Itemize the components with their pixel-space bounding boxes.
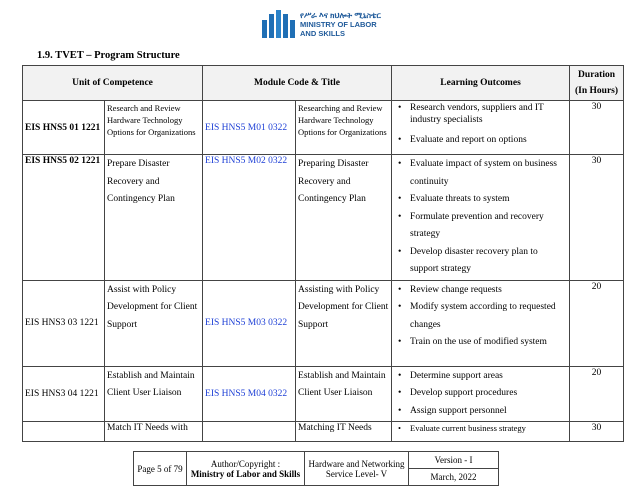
table-header-row [23, 66, 624, 101]
learning-outcomes [392, 280, 570, 366]
unit-title: Match IT Needs with [105, 422, 203, 442]
unit-code: EIS HNS3 04 1221 [23, 366, 105, 422]
footer-title-line-1: Hardware and Networking [308, 458, 405, 469]
module-code [203, 422, 296, 442]
list-item: • Determine support areas [394, 368, 567, 386]
footer-date: March, 2022 [409, 469, 499, 486]
footer-author [187, 452, 305, 486]
section-title: 1.9. TVET – Program Structure [37, 50, 180, 61]
logo-line-1: MINISTRY OF LABOR [300, 20, 377, 29]
table-row [23, 101, 624, 155]
author-name: Ministry of Labor and Skills [190, 468, 301, 479]
list-item: • Assign support personnel [394, 403, 567, 421]
list-item: • Develop support procedures [394, 385, 567, 403]
learning-outcomes [392, 366, 570, 422]
header-unit: Unit of Competence [23, 66, 203, 101]
list-item: • Formulate prevention and recovery strategy [394, 209, 567, 244]
list-item: • Evaluate current business strategy [394, 423, 567, 433]
learning-outcomes [392, 155, 570, 281]
duration: 30 [570, 155, 624, 281]
header-outcomes: Learning Outcomes [392, 66, 570, 101]
module-code: EIS HNS5 M01 0322 [203, 101, 296, 155]
footer-title-line-2: Service Level- V [325, 468, 388, 479]
page-number: Page 5 of 79 [134, 452, 187, 486]
unit-title: Establish and Maintain Client User Liaison [105, 366, 203, 422]
ministry-emblem-icon [262, 8, 296, 40]
unit-code: EIS HNS3 03 1221 [23, 280, 105, 366]
list-item: • Evaluate threats to system [394, 191, 567, 209]
logo-line-2: AND SKILLS [300, 29, 345, 38]
ministry-logo [262, 8, 392, 40]
table-row [23, 422, 624, 442]
table-row [23, 280, 624, 366]
unit-title: Research and Review Hardware Technology Options for Organizations [105, 101, 203, 155]
list-item: • Research vendors, suppliers and IT industry specialists [394, 102, 567, 126]
logo-amharic-text: የሥራ እና ክህሎት ሚኒስቴር [300, 11, 381, 20]
duration: 20 [570, 280, 624, 366]
list-item: • Evaluate and report on options [394, 134, 567, 146]
table-row [23, 155, 624, 281]
list-item: • Modify system according to requested changes [394, 299, 567, 334]
duration: 30 [570, 422, 624, 442]
unit-code [23, 422, 105, 442]
module-title: Establish and Maintain Client User Liaison [296, 366, 392, 422]
header-duration [570, 66, 624, 101]
list-item: • Develop disaster recovery plan to support strategy [394, 244, 567, 279]
table-row [23, 366, 624, 422]
program-structure-table [22, 65, 624, 442]
unit-title: Prepare Disaster Recovery and Contingency Plan [105, 155, 203, 281]
header-duration-label: Duration [578, 70, 615, 80]
unit-title: Assist with Policy Development for Client Support [105, 280, 203, 366]
list-item: • Review change requests [394, 282, 567, 300]
duration: 30 [570, 101, 624, 155]
header-duration-unit: (In Hours) [575, 86, 619, 96]
footer-title [305, 452, 409, 486]
module-code: EIS HNS5 M03 0322 [203, 280, 296, 366]
module-title: Assisting with Policy Development for Client Support [296, 280, 392, 366]
module-title: Matching IT Needs [296, 422, 392, 442]
author-label: Author/Copyright : [210, 458, 281, 469]
duration: 20 [570, 366, 624, 422]
learning-outcomes [392, 422, 570, 442]
page-footer [133, 451, 499, 486]
list-item: • Train on the use of modified system [394, 334, 567, 352]
module-title: Researching and Review Hardware Technology Options for Organizations [296, 101, 392, 155]
unit-code: EIS HNS5 02 1221 [23, 155, 105, 281]
version: Version - I [409, 452, 499, 469]
header-module: Module Code & Title [203, 66, 392, 101]
module-code: EIS HNS5 M02 0322 [203, 155, 296, 281]
module-title: Preparing Disaster Recovery and Contingency Plan [296, 155, 392, 281]
learning-outcomes [392, 101, 570, 155]
list-item: • Evaluate impact of system on business continuity [394, 156, 567, 191]
module-code: EIS HNS5 M04 0322 [203, 366, 296, 422]
unit-code: EIS HNS5 01 1221 [23, 101, 105, 155]
